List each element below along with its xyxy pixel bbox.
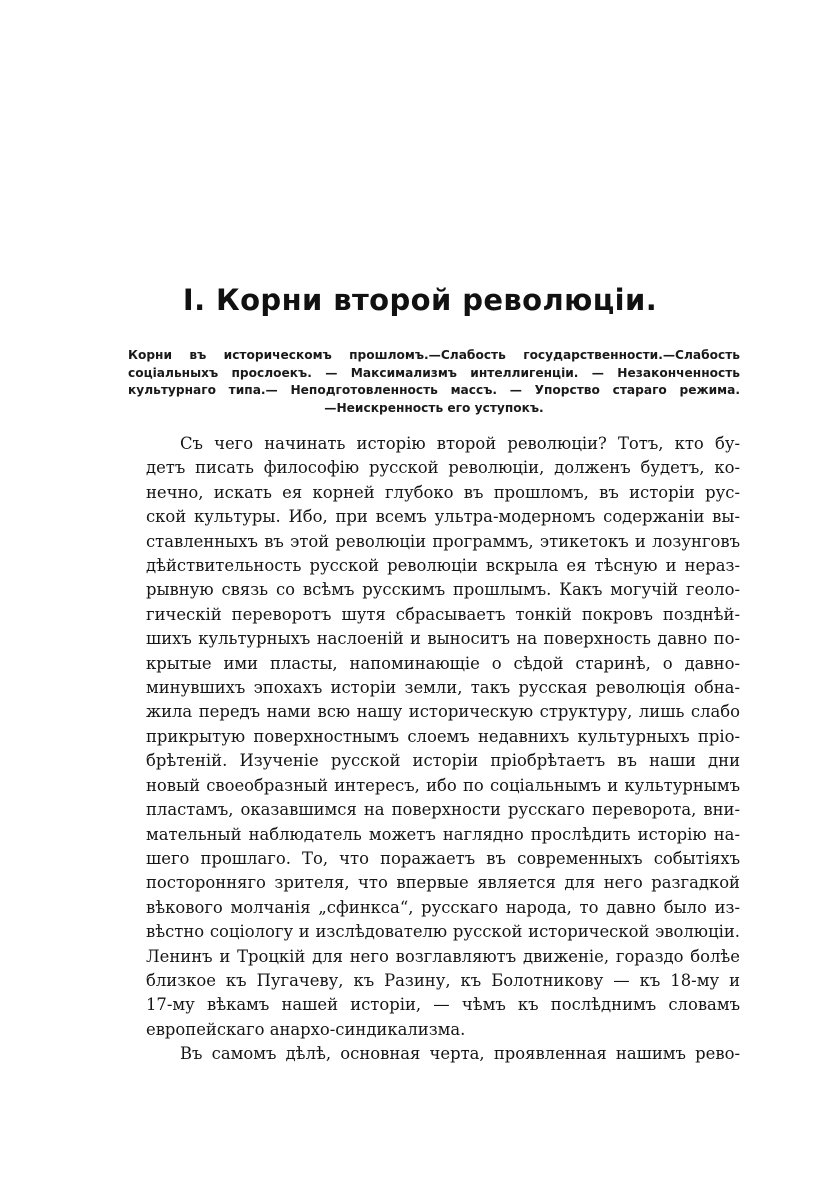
synopsis-line: Корни въ историческомъ прошломъ.—Слабость государственности.—Слабость — [128, 348, 740, 362]
chapter-synopsis — [128, 347, 740, 417]
text-line: гическій переворотъ шутя сбрасываетъ тонкій покровъ позднѣй- — [146, 604, 740, 624]
text-line: жила передъ нами всю нашу историческую структуру, лишь слабо — [146, 702, 740, 722]
paragraph-1 — [146, 432, 740, 1042]
chapter-title: I. Корни второй революціи. — [182, 283, 658, 317]
synopsis-line: —Неискренность его уступокъ. — [324, 400, 544, 415]
text-line: шихъ культурныхъ наслоеній и выноситъ на поверхность давно по- — [146, 629, 740, 649]
text-line: нечно, искать ея корней глубоко въ прошломъ, въ исторіи рус- — [146, 482, 740, 502]
text-line: шего прошлаго. То, что поражаетъ въ современныхъ событіяхъ — [146, 848, 740, 868]
synopsis-line: культурнаго типа.— Неподготовленность массъ. — Упорство стараго режима. — [128, 383, 740, 397]
text-line: мательный наблюдатель можетъ наглядно прослѣдить исторію на- — [146, 824, 740, 844]
text-line: минувшихъ эпохахъ исторіи земли, такъ русская революція обна- — [146, 678, 740, 698]
text-line: вѣстно соціологу и изслѣдователю русской исторической эволюціи. — [146, 922, 740, 942]
paragraph-2 — [146, 1042, 740, 1066]
text-line: прикрытую поверхностнымъ слоемъ недавнихъ культурныхъ пріо- — [146, 726, 740, 746]
text-line: дѣйствительность русской революціи вскрыла ея тѣсную и нераз- — [146, 556, 740, 576]
text-line: крытые ими пласты, напоминающіе о сѣдой старинѣ, о давно- — [146, 653, 740, 673]
text-line: посторонняго зрителя, что впервые является для него разгадкой — [146, 873, 740, 893]
body-text — [146, 432, 740, 1067]
text-line: ставленныхъ въ этой революціи программъ, этикетокъ и лозунговъ — [146, 531, 740, 551]
text-line: вѣкового молчанія „сфинкса“, русскаго народа, то давно было из- — [146, 897, 740, 917]
text-line: 17-му вѣкамъ нашей исторіи, — чѣмъ къ послѣднимъ словамъ — [146, 995, 740, 1015]
text-line: Съ чего начинать исторію второй революціи? Тотъ, кто бу- — [180, 434, 740, 453]
text-line: ской культуры. Ибо, при всемъ ультра-модерномъ содержаніи вы- — [146, 507, 740, 527]
text-line: Ленинъ и Троцкій для него возглавляютъ движеніе, гораздо болѣе — [146, 946, 740, 966]
text-line: пластамъ, оказавшимся на поверхности русскаго переворота, вни- — [146, 800, 740, 820]
text-line: новый своеобразный интересъ, ибо по соціальнымъ и культурнымъ — [146, 775, 740, 795]
text-line: брѣтеній. Изученіе русской исторіи пріобрѣтаетъ въ наши дни — [146, 751, 740, 771]
synopsis-line: соціальныхъ прослоекъ. — Максимализмъ интеллигенціи. — Незаконченность — [128, 365, 740, 380]
text-line: близкое къ Пугачеву, къ Разину, къ Болотникову — къ 18-му и — [146, 970, 740, 990]
text-line: рывную связь со всѣмъ русскимъ прошлымъ. Какъ могучій геоло- — [146, 580, 740, 600]
text-line: детъ писать философію русской революціи, долженъ будетъ, ко- — [146, 458, 740, 478]
text-line: Въ самомъ дѣлѣ, основная черта, проявленная нашимъ рево- — [180, 1044, 740, 1064]
text-line: европейскаго анархо-синдикализма. — [146, 1019, 466, 1039]
